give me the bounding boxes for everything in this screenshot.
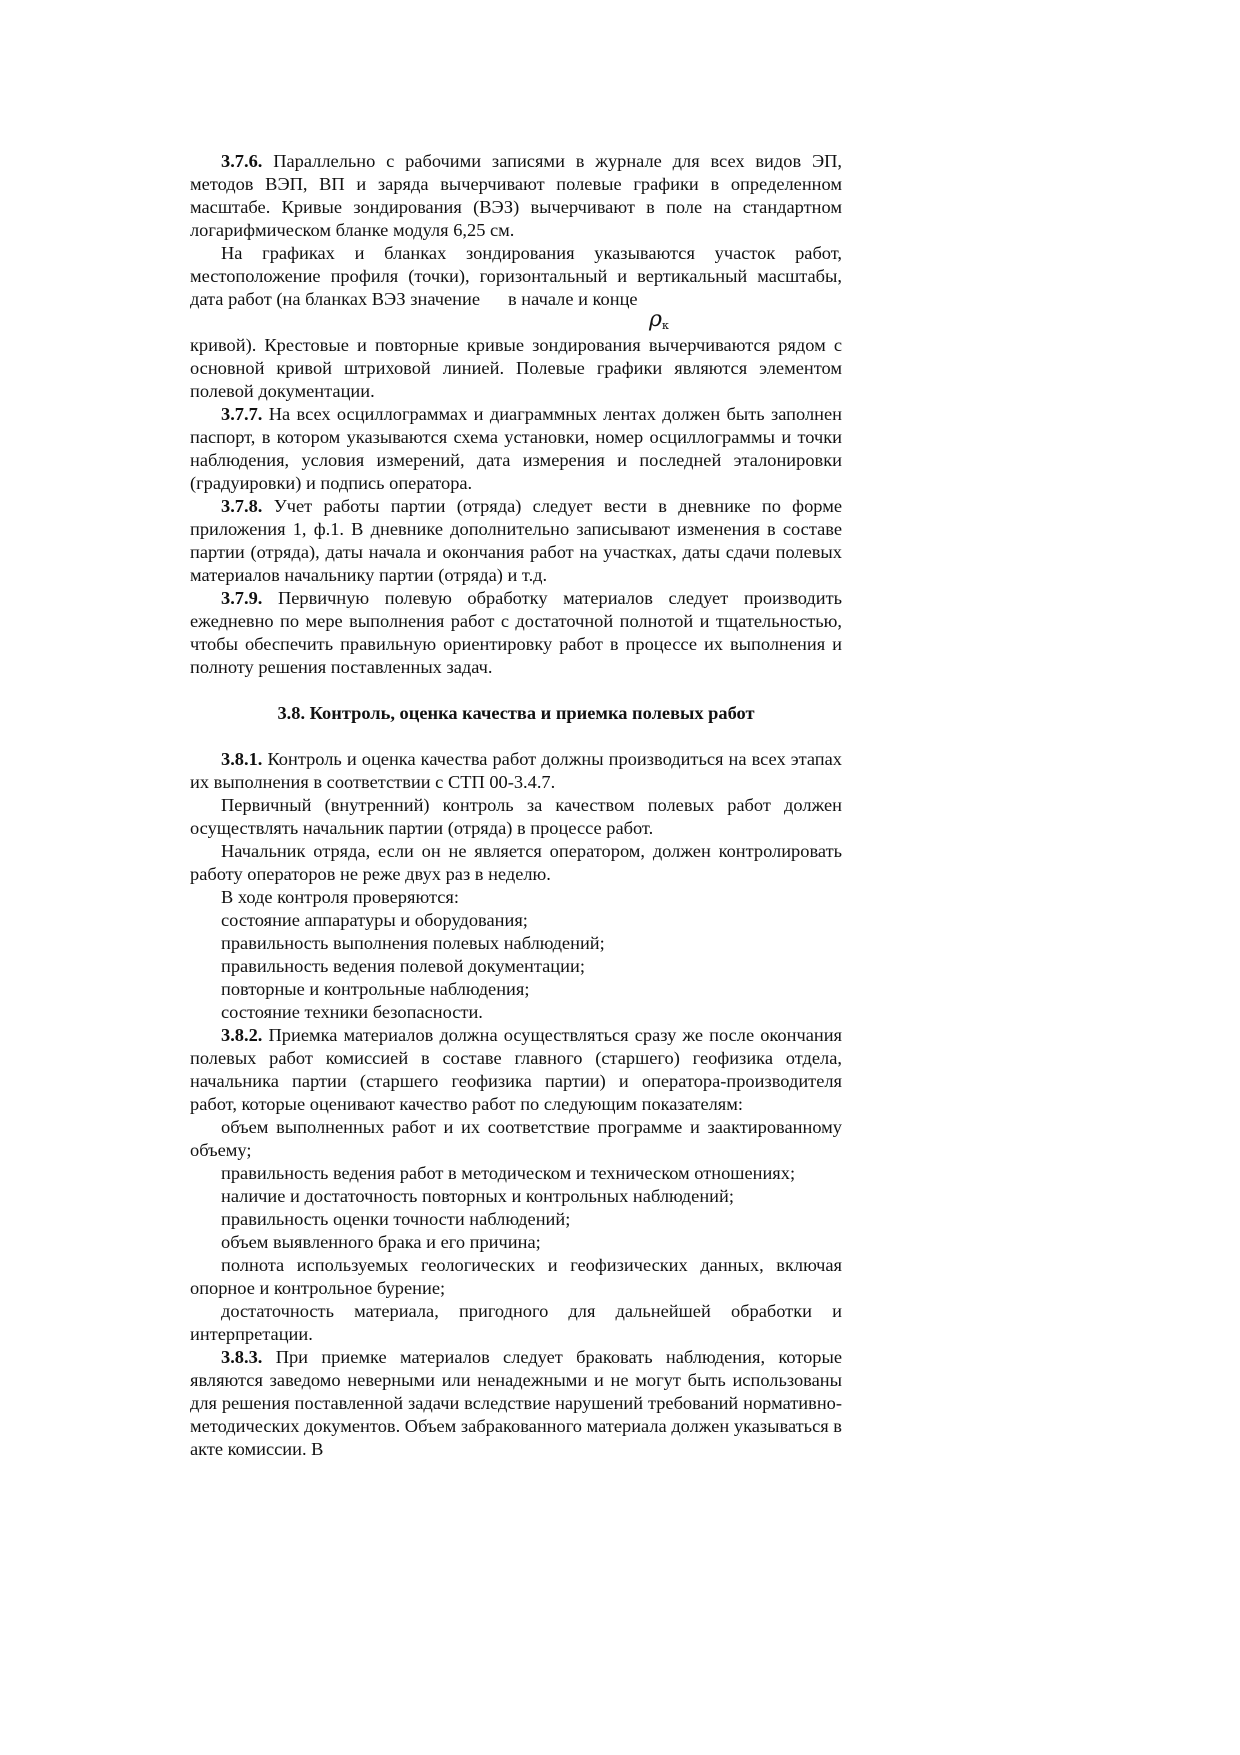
list-item: Начальник отряда, если он не является оператором, должен контролировать работу операторов не реже двух раз в неделю. [190,841,842,884]
list-item: Первичный (внутренний) контроль за качеством полевых работ должен осуществлять начальник партии (отряда) в процессе работ. [190,795,842,838]
list-item: достаточность материала, пригодного для дальнейшей обработки и интерпретации. [190,1301,842,1344]
list-item: правильность ведения работ в методическом и техническом отношениях; [221,1163,796,1183]
list-item: состояние аппаратуры и оборудования; [221,910,528,930]
paragraph-text: Параллельно с рабочими записями в журнале для всех видов ЭП, методов ВЭП, ВП и заряда вычерчивают полевые графики в определенном масштабе. Кривые зондирования (ВЭЗ) вычерчивают в поле на стандартном логарифмическом бланке модуля 6,25 см. [190,151,842,240]
list-item: объем выполненных работ и их соответствие программе и заактированному объему; [190,1117,842,1160]
paragraph-text: Первичную полевую обработку материалов следует производить ежедневно по мере выполнения работ с достаточной полнотой и тщательностью, чтобы обеспечить правильную ориентировку работ в процессе их выполнения и полноту решения поставленных задач. [190,588,842,677]
list-item: объем выявленного брака и его причина; [221,1232,541,1252]
list-item: наличие и достаточность повторных и контрольных наблюдений; [221,1186,734,1206]
paragraph-text: Контроль и оценка качества работ должны производиться на всех этапах их выполнения в соответствии с СТП 00-3.4.7. [190,749,842,792]
paragraph-3-8-1 [190,748,842,794]
clause-number: 3.8.3. [221,1347,263,1367]
list-item: правильность оценки точности наблюдений; [221,1209,571,1229]
rho-k-symbol [649,308,669,339]
clause-number: 3.8.2. [221,1025,263,1045]
paragraph-text: Приемка материалов должна осуществляться сразу же после окончания полевых работ комиссией в составе главного (старшего) геофизика отдела, начальника партии (старшего геофизика партии) и оператора-производителя работ, которые оценивают качество работ по следующим показателям: [190,1025,843,1114]
clause-number: 3.7.9. [221,588,263,608]
paragraph-continuation [190,334,842,403]
paragraph-3-8-2 [190,1024,842,1116]
paragraph-3-8-3 [190,1346,842,1461]
list-item: В ходе контроля проверяются: [221,887,459,907]
section-heading-3-8: 3.8. Контроль, оценка качества и приемка полевых работ [277,703,755,723]
clause-number: 3.7.8. [221,496,263,516]
paragraph-3-7-8 [190,495,842,587]
paragraph-text: На графиках и бланках зондирования указываются участок работ, местоположение профиля (точки), горизонтальный и вертикальный масштабы, дата работ (на бланках ВЭЗ значение [190,243,842,309]
paragraph-text: кривой). Крестовые и повторные кривые зондирования вычерчиваются рядом с основной кривой штриховой линией. Полевые графики являются элементом полевой документации. [190,335,842,401]
clause-number: 3.8.1. [221,749,263,769]
paragraph-text: На всех осциллограммах и диаграммных лентах должен быть заполнен паспорт, в котором указываются схема установки, номер осциллограммы и точки наблюдения, условия измерений, дата измерения и последней эталонировки (градуировки) и подпись оператора. [190,404,842,493]
rho-letter: ρ [649,307,662,332]
paragraph-text: При приемке материалов следует браковать наблюдения, которые являются заведомо неверными или ненадежными и не могут быть использованы для решения поставленной задачи вследствие нарушений требований нормативно-методических документов. Объем забракованного материала должен указываться в акте комиссии. В [190,1347,842,1459]
paragraph-3-7-7 [190,403,842,495]
clause-number: 3.7.6. [221,151,263,171]
paragraph-text: Учет работы партии (отряда) следует вести в дневнике по форме приложения 1, ф.1. В дневнике дополнительно записывают изменения в составе партии (отряда), даты начала и окончания работ на участках, даты сдачи полевых материалов начальнику партии (отряда) и т.д. [190,496,842,585]
clause-number: 3.7.7. [221,404,263,424]
paragraph-3-7-9 [190,587,842,679]
paragraph-3-7-6-graphs [190,242,842,311]
list-item: состояние техники безопасности. [221,1002,483,1022]
rho-subscript: к [661,319,669,333]
list-item: повторные и контрольные наблюдения; [221,979,530,999]
list-item: правильность ведения полевой документации; [221,956,585,976]
paragraph-3-7-6 [190,150,842,242]
list-item: правильность выполнения полевых наблюдений; [221,933,605,953]
list-item: полнота используемых геологических и геофизических данных, включая опорное и контрольное бурение; [190,1255,842,1298]
paragraph-text: в начале и конце [508,289,638,309]
document-page [190,150,842,1461]
formula-line [190,307,842,334]
